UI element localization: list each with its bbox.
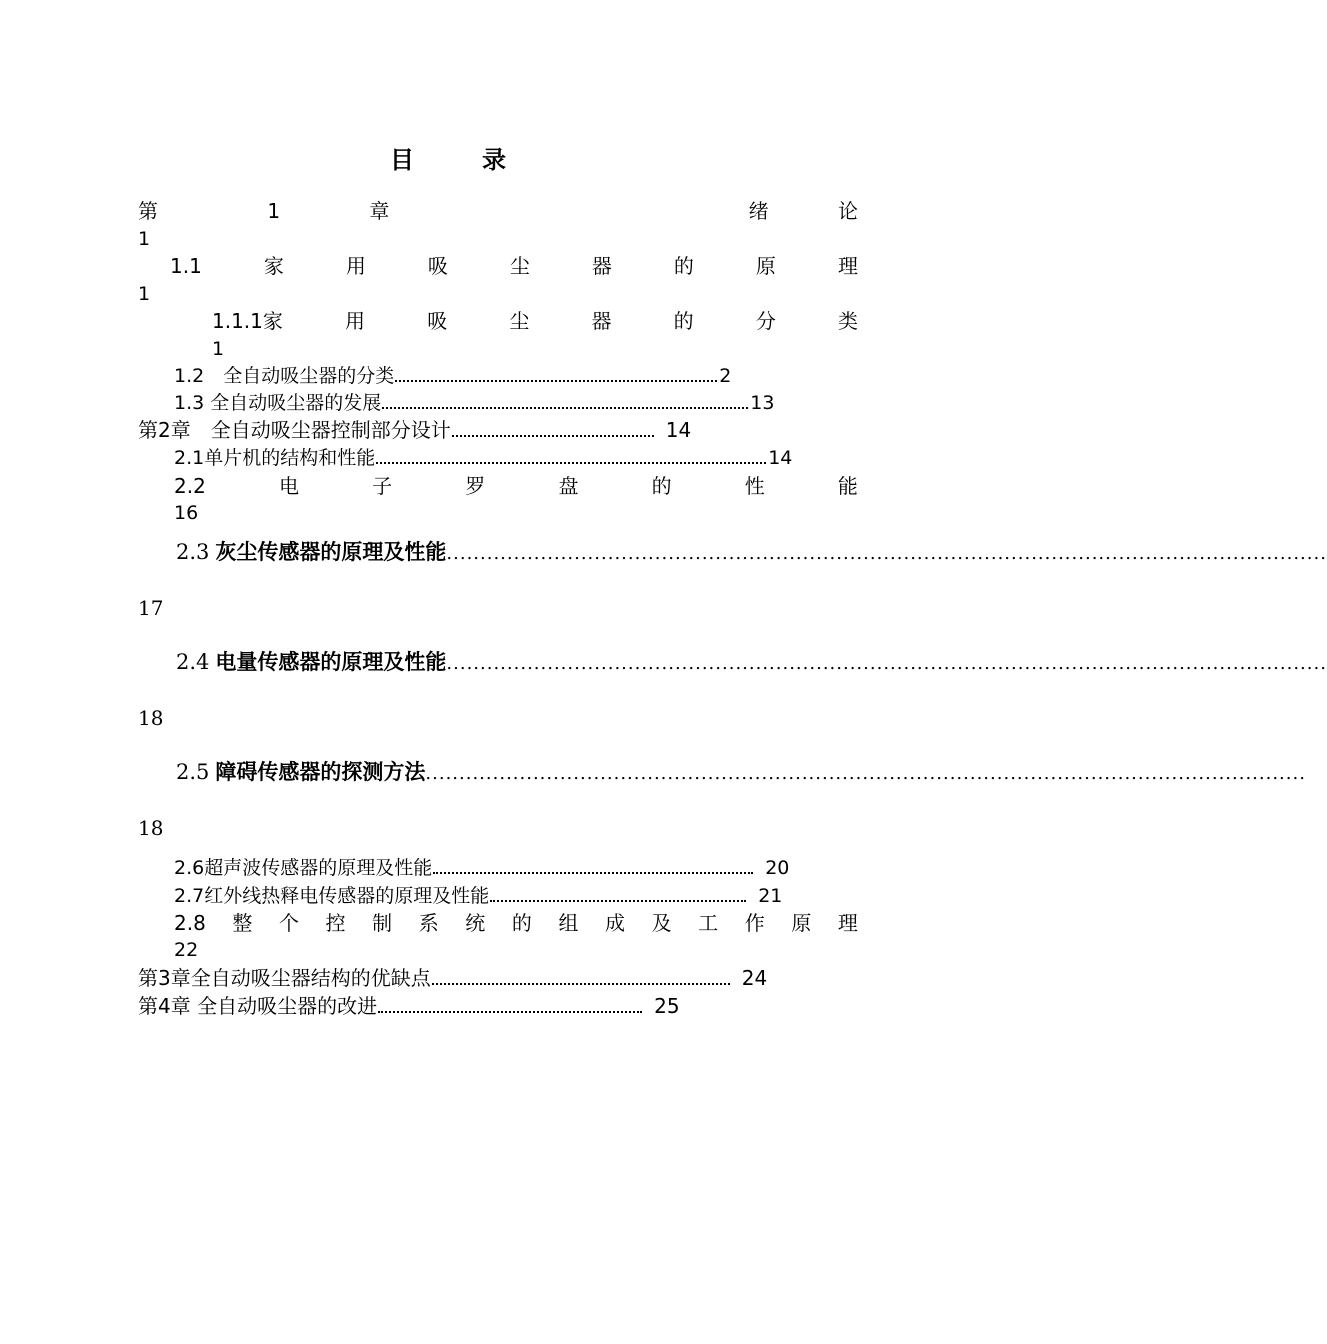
toc-word: 理 [837,254,858,278]
toc-word: 1 [267,199,281,223]
toc-label: 灰尘传感器的原理及性能 [215,539,447,564]
toc-word: 系 [418,911,439,935]
toc-label: 第4章 全自动吸尘器的改进 [138,994,378,1018]
toc-leader-dots [490,895,746,902]
toc-word: 器 [591,254,612,278]
toc-page-number: 1 [138,228,151,250]
toc-word: 成 [605,911,626,935]
toc-page-number: 18 [138,816,164,840]
toc-entry-2-7[interactable] [174,884,782,908]
toc-word: 分 [755,309,776,333]
toc-word: 罗 [465,474,486,498]
toc-entry-2-3[interactable] [176,539,1327,567]
toc-word: 工 [698,911,719,935]
toc-word: 作 [744,911,765,935]
toc-page-number: 20 [765,857,790,879]
toc-page-number: 1 [138,283,151,305]
toc-number: 2.4 [176,650,210,674]
toc-word: 第 [138,199,158,223]
toc-word: 的 [673,309,694,333]
toc-entry-2-8[interactable] [174,911,858,935]
toc-entry-ch3[interactable] [138,966,767,990]
toc-word: 制 [372,911,393,935]
toc-word: 类 [837,309,858,333]
toc-word: 理 [837,911,858,935]
toc-leader-dots [376,457,766,464]
toc-leader-dots: ................................................................................................................................... [446,543,1327,564]
toc-word: 的 [673,254,694,278]
toc-entry-1-1-1[interactable] [212,309,858,333]
toc-page-number: 13 [750,392,775,414]
toc-entry-2-1[interactable] [174,446,792,470]
toc-word: 用 [345,254,366,278]
page-title: 目 录 [390,146,528,174]
toc-page-number: 25 [654,994,680,1018]
toc-page-number: 17 [138,596,164,620]
toc-leader-dots [432,978,730,985]
toc-word: 及 [651,911,672,935]
toc-page-number: 16 [174,502,199,524]
toc-word: 1.1 [170,254,202,278]
toc-word: 家 [263,254,284,278]
toc-page-number: 1 [212,338,225,360]
toc-entry-ch1[interactable] [138,199,858,223]
toc-label: 第2章 全自动吸尘器控制部分设计 [138,418,451,442]
toc-page-number: 22 [174,939,199,961]
toc-word: 的 [651,474,672,498]
toc-number: 2.3 [176,540,210,564]
toc-word: 尘 [509,309,530,333]
toc-leader-dots [378,1006,642,1013]
toc-word: 组 [558,911,579,935]
toc-entry-1-3[interactable] [174,391,774,415]
toc-entry-1-2[interactable] [174,364,731,388]
toc-word: 个 [278,911,299,935]
toc-word: 能 [837,474,858,498]
toc-entry-ch4[interactable] [138,994,680,1018]
toc-word: 吸 [427,254,448,278]
toc-label: 第3章全自动吸尘器结构的优缺点 [138,966,431,990]
toc-word: 电 [278,474,299,498]
toc-page-number: 2 [719,365,732,387]
toc-word: 原 [755,254,776,278]
toc-word: 用 [345,309,366,333]
toc-leader-dots: ................................................................................................................................... [446,653,1327,674]
toc-word: 盘 [558,474,579,498]
toc-word: 统 [465,911,486,935]
toc-label: 2.6超声波传感器的原理及性能 [174,857,433,879]
toc-label: 1.3 全自动吸尘器的发展 [174,392,382,414]
toc-entry-ch2[interactable] [138,418,691,442]
toc-page-number: 24 [741,966,768,990]
toc-leader-dots [452,430,654,437]
toc-word: 绪 [748,199,769,223]
toc-word: 章 [369,199,390,223]
toc-label: 障碍传感器的探测方法 [215,759,426,784]
toc-label: 2.7红外线热释电传感器的原理及性能 [174,885,490,907]
toc-number: 2.5 [176,760,210,784]
toc-word: 整 [232,911,253,935]
toc-page-number: 21 [758,885,783,907]
toc-leader-dots: ................................................................................................................................... [425,763,1306,784]
toc-page-number: 18 [138,706,164,730]
toc-entry-2-2[interactable] [174,474,858,498]
toc-word: 2.8 [174,911,206,935]
toc-word: 尘 [509,254,530,278]
toc-word: 器 [591,309,612,333]
toc-word: 2.2 [174,474,206,498]
toc-entry-2-5[interactable] [176,759,1306,787]
toc-entry-1-1[interactable] [170,254,858,278]
toc-leader-dots [395,375,717,382]
toc-word: 原 [791,911,812,935]
toc-leader-dots [382,402,748,409]
toc-word: 子 [372,474,393,498]
toc-entry-2-6[interactable] [174,856,789,880]
toc-word: 吸 [427,309,448,333]
toc-word: 性 [744,474,765,498]
toc-entry-2-4[interactable] [176,649,1327,677]
toc-leader-dots [433,867,753,874]
toc-label: 1.2 全自动吸尘器的分类 [174,365,395,387]
toc-word: 控 [325,911,346,935]
toc-label: 2.1单片机的结构和性能 [174,447,376,469]
toc-word: 的 [511,911,532,935]
toc-word: 论 [837,199,858,223]
toc-page-number: 14 [665,418,692,442]
toc-page-number: 14 [768,447,793,469]
toc-label: 电量传感器的原理及性能 [215,649,447,674]
toc-word: 1.1.1家 [212,309,283,333]
